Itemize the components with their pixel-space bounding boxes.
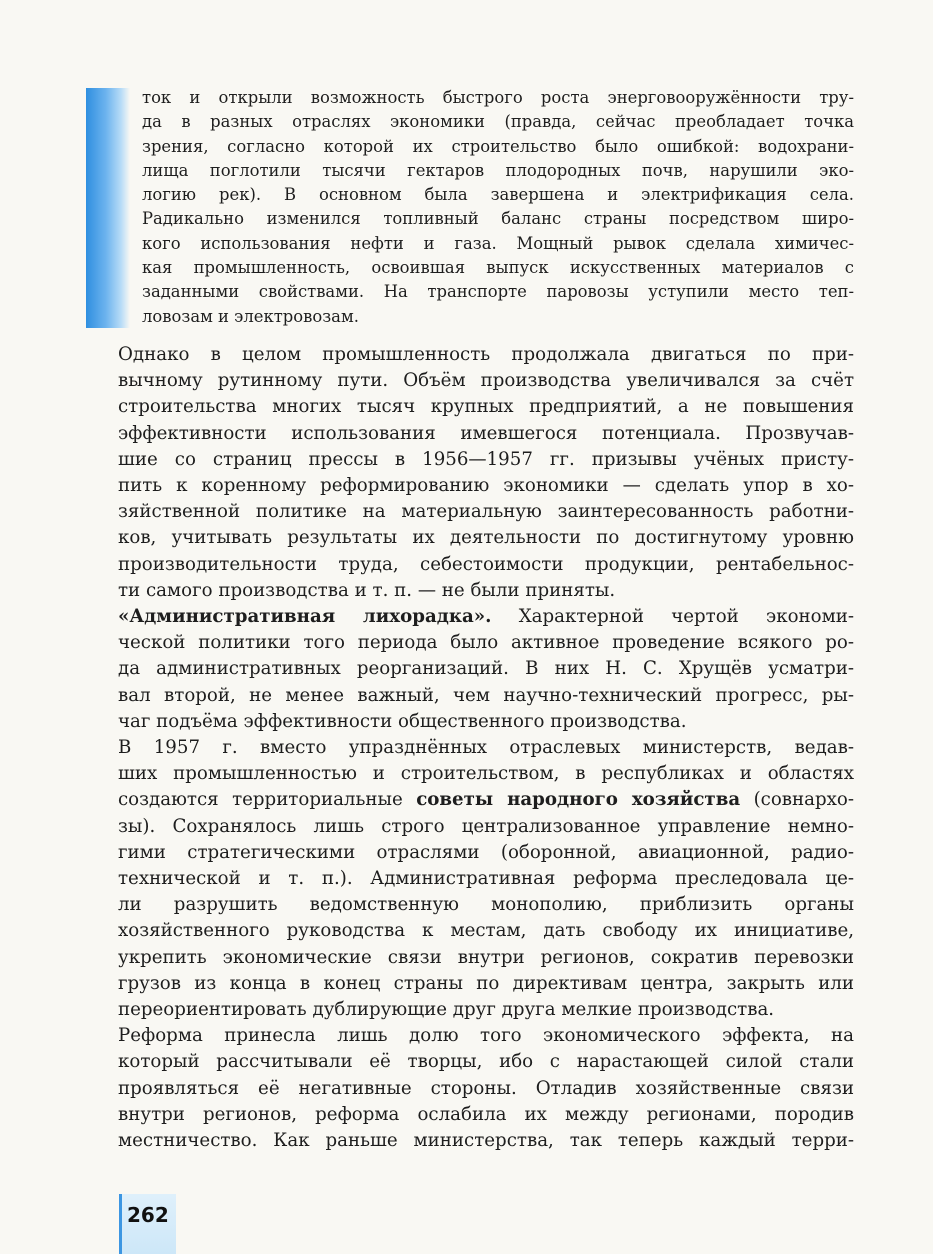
- text-line: Радикально изменился топливный баланс страны посредством широ-: [142, 209, 854, 229]
- text-line: логию рек). В основном была завершена и электрификация села.: [142, 185, 854, 205]
- text-line: лища поглотили тысячи гектаров плодородных почв, нарушили эко-: [142, 160, 854, 180]
- text-line: ли разрушить ведомственную монополию, приблизить органы: [118, 894, 854, 916]
- text-fragment: создаются территориальные: [118, 789, 403, 811]
- text-line: вычному рутинному пути. Объём производства увеличивался за счёт: [118, 370, 854, 392]
- main-text: [118, 342, 854, 1154]
- text-fragment: Характерной чертой экономи-: [518, 606, 854, 628]
- text-line: местничество. Как раньше министерства, так теперь каждый терри-: [118, 1130, 854, 1152]
- paragraph-sovnarkhoz: [118, 735, 854, 1023]
- page-number: 262: [127, 1203, 169, 1227]
- page-number-bar: [119, 1194, 122, 1254]
- text-line: кая промышленность, освоившая выпуск искусственных материалов с: [142, 258, 854, 278]
- text-line: заданными свойствами. На транспорте паровозы уступили место теп-: [142, 282, 854, 302]
- text-line: зяйственной политике на материальную заинтересованность работни-: [118, 501, 854, 523]
- text-line: чаг подъёма эффективности общественного производства.: [118, 710, 687, 732]
- highlighted-text-block: [142, 86, 854, 329]
- key-term: советы народного хозяйства: [416, 789, 741, 811]
- text-line: укрепить экономические связи внутри регионов, сократив перевозки: [118, 946, 854, 968]
- text-line: ших промышленностью и строительством, в республиках и областях: [118, 763, 854, 785]
- text-fragment: (совнархо-: [753, 789, 854, 811]
- text-line: гими стратегическими отраслями (оборонной, авиационной, радио-: [118, 841, 854, 863]
- text-line: эффективности использования имевшегося потенциала. Прозвучав-: [118, 422, 854, 444]
- text-line: ческой политики того периода было активное проведение всякого ро-: [118, 632, 854, 654]
- text-line: Реформа принесла лишь долю того экономического эффекта, на: [118, 1025, 854, 1047]
- text-line: [118, 787, 854, 813]
- text-line: кого использования нефти и газа. Мощный рывок сделала химичес-: [142, 233, 854, 253]
- text-line: В 1957 г. вместо упразднённых отраслевых министерств, ведав-: [118, 737, 854, 759]
- text-line: ловозам и электровозам.: [142, 306, 359, 326]
- text-line: пить к коренному реформированию экономики — сделать упор в хо-: [118, 475, 854, 497]
- text-line: хозяйственного руководства к местам, дать свободу их инициативе,: [118, 920, 854, 942]
- text-line: грузов из конца в конец страны по директивам центра, закрыть или: [118, 972, 854, 994]
- section-heading: «Административная лихорадка».: [118, 606, 492, 628]
- paragraph-reform-results: [118, 1023, 854, 1154]
- text-line: ти самого производства и т. п. — не были приняты.: [118, 579, 616, 601]
- text-line: ток и открыли возможность быстрого роста энерговооружённости тру-: [142, 88, 854, 107]
- sidebar-accent-bar: [86, 88, 130, 328]
- text-line: проявляться её негативные стороны. Отладив хозяйственные связи: [118, 1077, 854, 1099]
- text-line: зы). Сохранялось лишь строго централизованное управление немно-: [118, 815, 854, 837]
- text-line: шие со страниц прессы в 1956—1957 гг. призывы учёных присту-: [118, 448, 854, 470]
- text-line: да в разных отраслях экономики (правда, сейчас преобладает точка: [142, 112, 854, 132]
- text-line: переориентировать дублирующие друг друга мелкие производства.: [118, 999, 775, 1021]
- text-line: технической и т. п.). Административная реформа преследовала це-: [118, 868, 854, 890]
- text-line: производительности труда, себестоимости продукции, рентабельнос-: [118, 553, 854, 575]
- text-line: Однако в целом промышленность продолжала двигаться по при-: [118, 344, 854, 365]
- text-line: да административных реорганизаций. В них Н. С. Хрущёв усматри-: [118, 658, 854, 680]
- text-line: ков, учитывать результаты их деятельности по достигнутому уровню: [118, 527, 854, 549]
- text-line: внутри регионов, реформа ослабила их между регионами, породив: [118, 1103, 854, 1125]
- text-line: вал второй, не менее важный, чем научно-технический прогресс, ры-: [118, 684, 854, 706]
- text-line: строительства многих тысяч крупных предприятий, а не повышения: [118, 396, 854, 418]
- paragraph-industry: [118, 342, 854, 604]
- text-line: который рассчитывали её творцы, ибо с нарастающей силой стали: [118, 1051, 854, 1073]
- text-line: зрения, согласно которой их строительство было ошибкой: водохрани-: [142, 136, 854, 156]
- text-line: [118, 604, 854, 630]
- paragraph-administrative-fever: [118, 604, 854, 735]
